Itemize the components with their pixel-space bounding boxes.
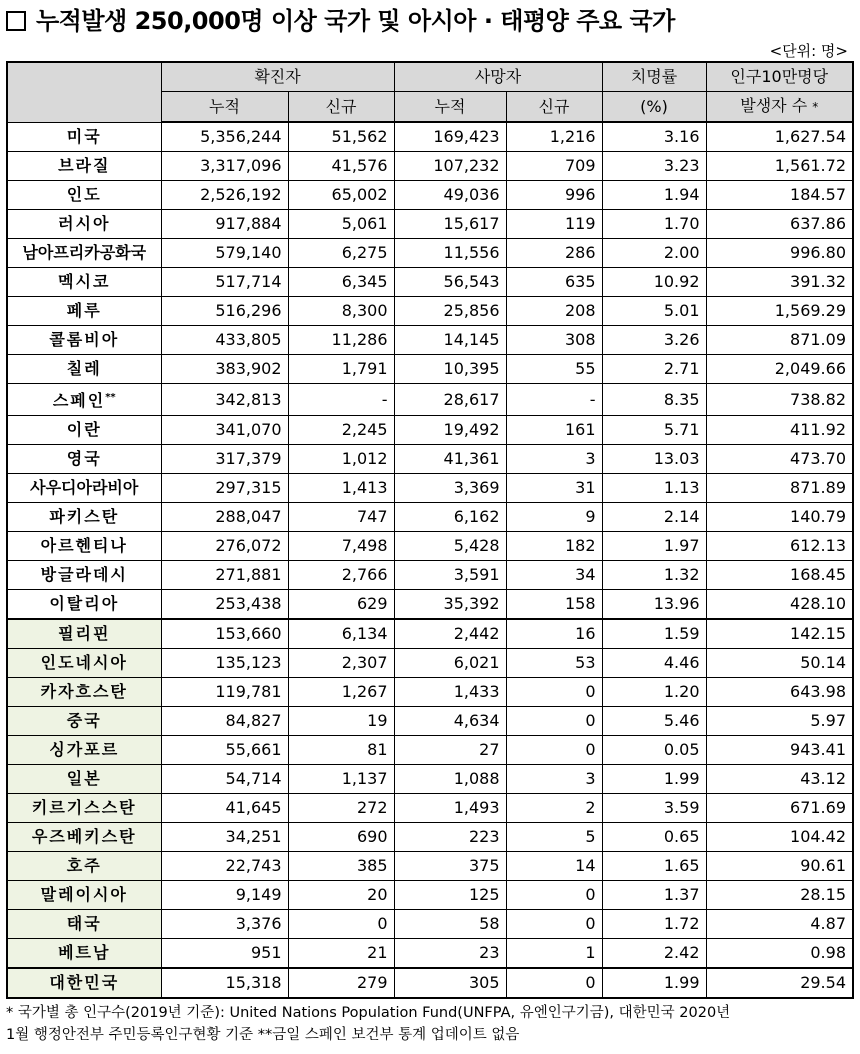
table-row [7,268,853,297]
per100k-cell: 0.98 [706,939,853,969]
confirmed-cumulative-cell: 383,902 [161,355,288,384]
deaths-cumulative-cell: 14,145 [394,326,506,355]
country-cell [7,852,161,881]
confirmed-new-cell: 6,275 [288,239,394,268]
confirmed-cumulative-cell: 3,376 [161,910,288,939]
confirmed-new-cell: 65,002 [288,181,394,210]
deaths-new-cell: 0 [506,910,602,939]
country-name: 인도네시아 [40,653,128,672]
per100k-cell: 671.69 [706,794,853,823]
fatality-rate-cell: 1.99 [602,968,706,998]
confirmed-cumulative-cell: 341,070 [161,416,288,445]
deaths-new-cell: 3 [506,765,602,794]
table-row [7,765,853,794]
country-cell [7,532,161,561]
table-body [7,122,853,998]
header-deaths-new: 신규 [506,92,602,123]
deaths-cumulative-cell: 10,395 [394,355,506,384]
deaths-cumulative-cell: 169,423 [394,122,506,152]
table-row [7,181,853,210]
confirmed-cumulative-cell: 135,123 [161,649,288,678]
unit-label: <단위: 명> [769,42,848,60]
fatality-rate-cell: 1.99 [602,765,706,794]
country-name: 일본 [66,769,102,788]
country-name: 이란 [66,420,102,439]
country-name: 인도 [66,185,102,204]
country-name: 중국 [66,711,102,730]
per100k-cell: 1,561.72 [706,152,853,181]
per100k-cell: 943.41 [706,736,853,765]
deaths-cumulative-cell: 27 [394,736,506,765]
country-name: 러시아 [58,214,111,233]
country-cell [7,649,161,678]
deaths-new-cell: 9 [506,503,602,532]
fatality-rate-cell: 1.59 [602,619,706,649]
deaths-cumulative-cell: 58 [394,910,506,939]
confirmed-cumulative-cell: 2,526,192 [161,181,288,210]
per100k-cell: 29.54 [706,968,853,998]
footnote-mark: ** [105,392,116,403]
fatality-rate-cell: 3.59 [602,794,706,823]
deaths-new-cell: 286 [506,239,602,268]
deaths-new-cell: 1 [506,939,602,969]
per100k-cell: 428.10 [706,590,853,620]
confirmed-new-cell: 21 [288,939,394,969]
deaths-cumulative-cell: 305 [394,968,506,998]
country-cell [7,968,161,998]
footnote-mark: * [812,100,819,114]
country-name: 방글라데시 [40,565,128,584]
deaths-cumulative-cell: 2,442 [394,619,506,649]
confirmed-cumulative-cell: 54,714 [161,765,288,794]
country-cell [7,736,161,765]
table-row [7,649,853,678]
country-cell [7,590,161,620]
fatality-rate-cell: 2.42 [602,939,706,969]
fatality-rate-cell: 1.70 [602,210,706,239]
header-confirmed-new: 신규 [288,92,394,123]
per100k-cell: 28.15 [706,881,853,910]
country-name: 영국 [66,449,102,468]
country-name: 남아프리카공화국 [22,243,147,262]
per100k-cell: 871.89 [706,474,853,503]
per100k-cell: 90.61 [706,852,853,881]
deaths-new-cell: - [506,384,602,416]
confirmed-new-cell: 0 [288,910,394,939]
deaths-cumulative-cell: 3,369 [394,474,506,503]
fatality-rate-cell: 13.96 [602,590,706,620]
fatality-rate-cell: 3.26 [602,326,706,355]
confirmed-new-cell: 272 [288,794,394,823]
deaths-cumulative-cell: 1,088 [394,765,506,794]
per100k-cell: 140.79 [706,503,853,532]
per100k-cell: 104.42 [706,823,853,852]
confirmed-cumulative-cell: 253,438 [161,590,288,620]
table-row [7,707,853,736]
footnote [6,1002,854,1046]
header-fatality-unit: (%) [602,92,706,123]
confirmed-new-cell: 2,245 [288,416,394,445]
per100k-cell: 4.87 [706,910,853,939]
country-cell [7,181,161,210]
deaths-new-cell: 0 [506,968,602,998]
table-row [7,939,853,969]
table-row [7,736,853,765]
country-cell [7,823,161,852]
table-row [7,474,853,503]
deaths-new-cell: 55 [506,355,602,384]
deaths-cumulative-cell: 5,428 [394,532,506,561]
table-row [7,561,853,590]
confirmed-new-cell: 7,498 [288,532,394,561]
confirmed-new-cell: 2,766 [288,561,394,590]
header-per100k-line2 [706,92,853,123]
per100k-label: 발생자 수 [740,96,808,115]
fatality-rate-cell: 2.71 [602,355,706,384]
confirmed-new-cell: 1,267 [288,678,394,707]
deaths-new-cell: 635 [506,268,602,297]
deaths-cumulative-cell: 23 [394,939,506,969]
deaths-new-cell: 119 [506,210,602,239]
per100k-cell: 1,627.54 [706,122,853,152]
confirmed-cumulative-cell: 317,379 [161,445,288,474]
confirmed-new-cell: 1,791 [288,355,394,384]
country-name: 태국 [66,914,102,933]
deaths-new-cell: 31 [506,474,602,503]
deaths-cumulative-cell: 125 [394,881,506,910]
deaths-new-cell: 34 [506,561,602,590]
fatality-rate-cell: 1.72 [602,910,706,939]
per100k-cell: 473.70 [706,445,853,474]
per100k-cell: 871.09 [706,326,853,355]
deaths-cumulative-cell: 6,162 [394,503,506,532]
confirmed-new-cell: 1,413 [288,474,394,503]
country-cell [7,561,161,590]
confirmed-cumulative-cell: 288,047 [161,503,288,532]
title-text: 누적발생 250,000명 이상 국가 및 아시아 · 태평양 주요 국가 [36,7,675,35]
deaths-cumulative-cell: 4,634 [394,707,506,736]
per100k-cell: 637.86 [706,210,853,239]
confirmed-new-cell: 20 [288,881,394,910]
country-cell [7,678,161,707]
confirmed-new-cell: 19 [288,707,394,736]
confirmed-cumulative-cell: 22,743 [161,852,288,881]
deaths-new-cell: 996 [506,181,602,210]
country-cell [7,384,161,416]
header-confirmed-cumulative: 누적 [161,92,288,123]
per100k-cell: 50.14 [706,649,853,678]
deaths-cumulative-cell: 56,543 [394,268,506,297]
fatality-rate-cell: 2.14 [602,503,706,532]
deaths-cumulative-cell: 19,492 [394,416,506,445]
confirmed-new-cell: 690 [288,823,394,852]
checkbox-square-icon [6,11,26,31]
country-cell [7,765,161,794]
table-row [7,152,853,181]
confirmed-cumulative-cell: 3,317,096 [161,152,288,181]
fatality-rate-cell: 2.00 [602,239,706,268]
country-name: 칠레 [66,359,102,378]
fatality-rate-cell: 13.03 [602,445,706,474]
country-name: 브라질 [58,156,111,175]
country-name: 필리핀 [58,624,111,643]
deaths-cumulative-cell: 107,232 [394,152,506,181]
deaths-new-cell: 709 [506,152,602,181]
deaths-new-cell: 16 [506,619,602,649]
confirmed-new-cell: 8,300 [288,297,394,326]
fatality-rate-cell: 1.13 [602,474,706,503]
table-row [7,210,853,239]
confirmed-cumulative-cell: 119,781 [161,678,288,707]
deaths-new-cell: 0 [506,707,602,736]
fatality-rate-cell: 8.35 [602,384,706,416]
country-name: 대한민국 [49,973,120,992]
confirmed-new-cell: 11,286 [288,326,394,355]
fatality-rate-cell: 4.46 [602,649,706,678]
country-name: 페루 [66,301,102,320]
confirmed-new-cell: 6,345 [288,268,394,297]
confirmed-new-cell: 629 [288,590,394,620]
per100k-cell: 612.13 [706,532,853,561]
country-cell [7,707,161,736]
country-cell [7,881,161,910]
fatality-rate-cell: 1.37 [602,881,706,910]
fatality-rate-cell: 5.01 [602,297,706,326]
covid-stats-table [6,61,854,999]
document-title [6,4,854,38]
fatality-rate-cell: 1.32 [602,561,706,590]
per100k-cell: 142.15 [706,619,853,649]
country-name: 키르기스스탄 [31,798,137,817]
country-cell [7,619,161,649]
country-name: 카자흐스탄 [40,682,128,701]
deaths-new-cell: 182 [506,532,602,561]
fatality-rate-cell: 0.65 [602,823,706,852]
country-name: 미국 [66,126,102,146]
table-row [7,532,853,561]
confirmed-cumulative-cell: 5,356,244 [161,122,288,152]
table-row [7,297,853,326]
fatality-rate-cell: 1.65 [602,852,706,881]
confirmed-cumulative-cell: 917,884 [161,210,288,239]
deaths-cumulative-cell: 25,856 [394,297,506,326]
deaths-cumulative-cell: 3,591 [394,561,506,590]
deaths-cumulative-cell: 49,036 [394,181,506,210]
confirmed-new-cell: 279 [288,968,394,998]
deaths-cumulative-cell: 11,556 [394,239,506,268]
confirmed-new-cell: 5,061 [288,210,394,239]
country-cell [7,122,161,152]
table-row [7,881,853,910]
confirmed-cumulative-cell: 276,072 [161,532,288,561]
confirmed-cumulative-cell: 342,813 [161,384,288,416]
header-per100k: 인구10만명당 [706,62,853,92]
deaths-cumulative-cell: 6,021 [394,649,506,678]
country-name: 스페인 [52,391,106,410]
country-cell [7,474,161,503]
deaths-new-cell: 0 [506,881,602,910]
country-name: 싱가포르 [49,740,120,759]
per100k-cell: 411.92 [706,416,853,445]
per100k-cell: 1,569.29 [706,297,853,326]
confirmed-cumulative-cell: 84,827 [161,707,288,736]
confirmed-cumulative-cell: 15,318 [161,968,288,998]
confirmed-new-cell: 747 [288,503,394,532]
table-row [7,823,853,852]
fatality-rate-cell: 1.97 [602,532,706,561]
table-row [7,326,853,355]
confirmed-cumulative-cell: 34,251 [161,823,288,852]
fatality-rate-cell: 1.94 [602,181,706,210]
footnote-line-1: * 국가별 총 인구수(2019년 기준): United Nations Population Fund(UNFPA, 유엔인구기금), 대한민국 2020년 [6,1005,731,1021]
header-deaths-cumulative: 누적 [394,92,506,123]
header-fatality-rate: 치명률 [602,62,706,92]
table-row [7,122,853,152]
deaths-new-cell: 3 [506,445,602,474]
country-name: 베트남 [58,943,111,962]
fatality-rate-cell: 5.46 [602,707,706,736]
per100k-cell: 996.80 [706,239,853,268]
deaths-cumulative-cell: 41,361 [394,445,506,474]
deaths-cumulative-cell: 375 [394,852,506,881]
country-name: 사우디아라비아 [30,478,139,497]
per100k-cell: 43.12 [706,765,853,794]
deaths-new-cell: 161 [506,416,602,445]
deaths-cumulative-cell: 15,617 [394,210,506,239]
fatality-rate-cell: 3.16 [602,122,706,152]
country-cell [7,152,161,181]
per100k-cell: 391.32 [706,268,853,297]
country-cell [7,297,161,326]
country-name: 파키스탄 [49,507,120,526]
country-name: 아르헨티나 [40,536,128,555]
country-name: 콜롬비아 [49,330,120,349]
fatality-rate-cell: 3.23 [602,152,706,181]
deaths-new-cell: 308 [506,326,602,355]
confirmed-cumulative-cell: 951 [161,939,288,969]
table-row [7,239,853,268]
confirmed-cumulative-cell: 41,645 [161,794,288,823]
country-cell [7,416,161,445]
table-row [7,619,853,649]
table-row [7,794,853,823]
table-row [7,416,853,445]
confirmed-new-cell: 1,137 [288,765,394,794]
country-cell [7,326,161,355]
table-row [7,590,853,620]
per100k-cell: 643.98 [706,678,853,707]
country-cell [7,910,161,939]
confirmed-cumulative-cell: 153,660 [161,619,288,649]
deaths-new-cell: 208 [506,297,602,326]
table-row [7,968,853,998]
confirmed-new-cell: 2,307 [288,649,394,678]
confirmed-new-cell: 51,562 [288,122,394,152]
country-name: 멕시코 [58,272,111,291]
confirmed-new-cell: 1,012 [288,445,394,474]
deaths-new-cell: 158 [506,590,602,620]
fatality-rate-cell: 5.71 [602,416,706,445]
table-row [7,503,853,532]
deaths-new-cell: 1,216 [506,122,602,152]
table-row [7,355,853,384]
deaths-new-cell: 0 [506,736,602,765]
country-cell [7,503,161,532]
country-name: 이탈리아 [49,594,120,613]
confirmed-cumulative-cell: 271,881 [161,561,288,590]
confirmed-new-cell: - [288,384,394,416]
table-row [7,852,853,881]
country-cell [7,794,161,823]
confirmed-cumulative-cell: 9,149 [161,881,288,910]
deaths-cumulative-cell: 28,617 [394,384,506,416]
header-deaths: 사망자 [394,62,602,92]
deaths-new-cell: 2 [506,794,602,823]
table-row [7,384,853,416]
deaths-cumulative-cell: 223 [394,823,506,852]
per100k-cell: 168.45 [706,561,853,590]
deaths-cumulative-cell: 35,392 [394,590,506,620]
deaths-cumulative-cell: 1,433 [394,678,506,707]
fatality-rate-cell: 0.05 [602,736,706,765]
header-confirmed: 확진자 [161,62,394,92]
confirmed-cumulative-cell: 579,140 [161,239,288,268]
footnote-line-2: 1월 행정안전부 주민등록인구현황 기준 **금일 스페인 보건부 통계 업데이트 없음 [6,1027,520,1043]
country-cell [7,355,161,384]
deaths-new-cell: 5 [506,823,602,852]
per100k-cell: 738.82 [706,384,853,416]
country-cell [7,445,161,474]
country-cell [7,239,161,268]
country-name: 말레이시아 [40,885,128,904]
confirmed-cumulative-cell: 433,805 [161,326,288,355]
country-cell [7,939,161,969]
confirmed-cumulative-cell: 517,714 [161,268,288,297]
header-country [7,62,161,122]
per100k-cell: 5.97 [706,707,853,736]
per100k-cell: 2,049.66 [706,355,853,384]
confirmed-new-cell: 6,134 [288,619,394,649]
confirmed-cumulative-cell: 516,296 [161,297,288,326]
country-name: 우즈베키스탄 [31,827,137,846]
country-cell [7,210,161,239]
confirmed-cumulative-cell: 297,315 [161,474,288,503]
table-row [7,910,853,939]
per100k-cell: 184.57 [706,181,853,210]
deaths-new-cell: 53 [506,649,602,678]
confirmed-cumulative-cell: 55,661 [161,736,288,765]
country-name: 호주 [66,856,102,875]
confirmed-new-cell: 41,576 [288,152,394,181]
confirmed-new-cell: 385 [288,852,394,881]
table-row [7,445,853,474]
confirmed-new-cell: 81 [288,736,394,765]
fatality-rate-cell: 1.20 [602,678,706,707]
deaths-new-cell: 14 [506,852,602,881]
table-row [7,678,853,707]
country-cell [7,268,161,297]
deaths-new-cell: 0 [506,678,602,707]
deaths-cumulative-cell: 1,493 [394,794,506,823]
fatality-rate-cell: 10.92 [602,268,706,297]
